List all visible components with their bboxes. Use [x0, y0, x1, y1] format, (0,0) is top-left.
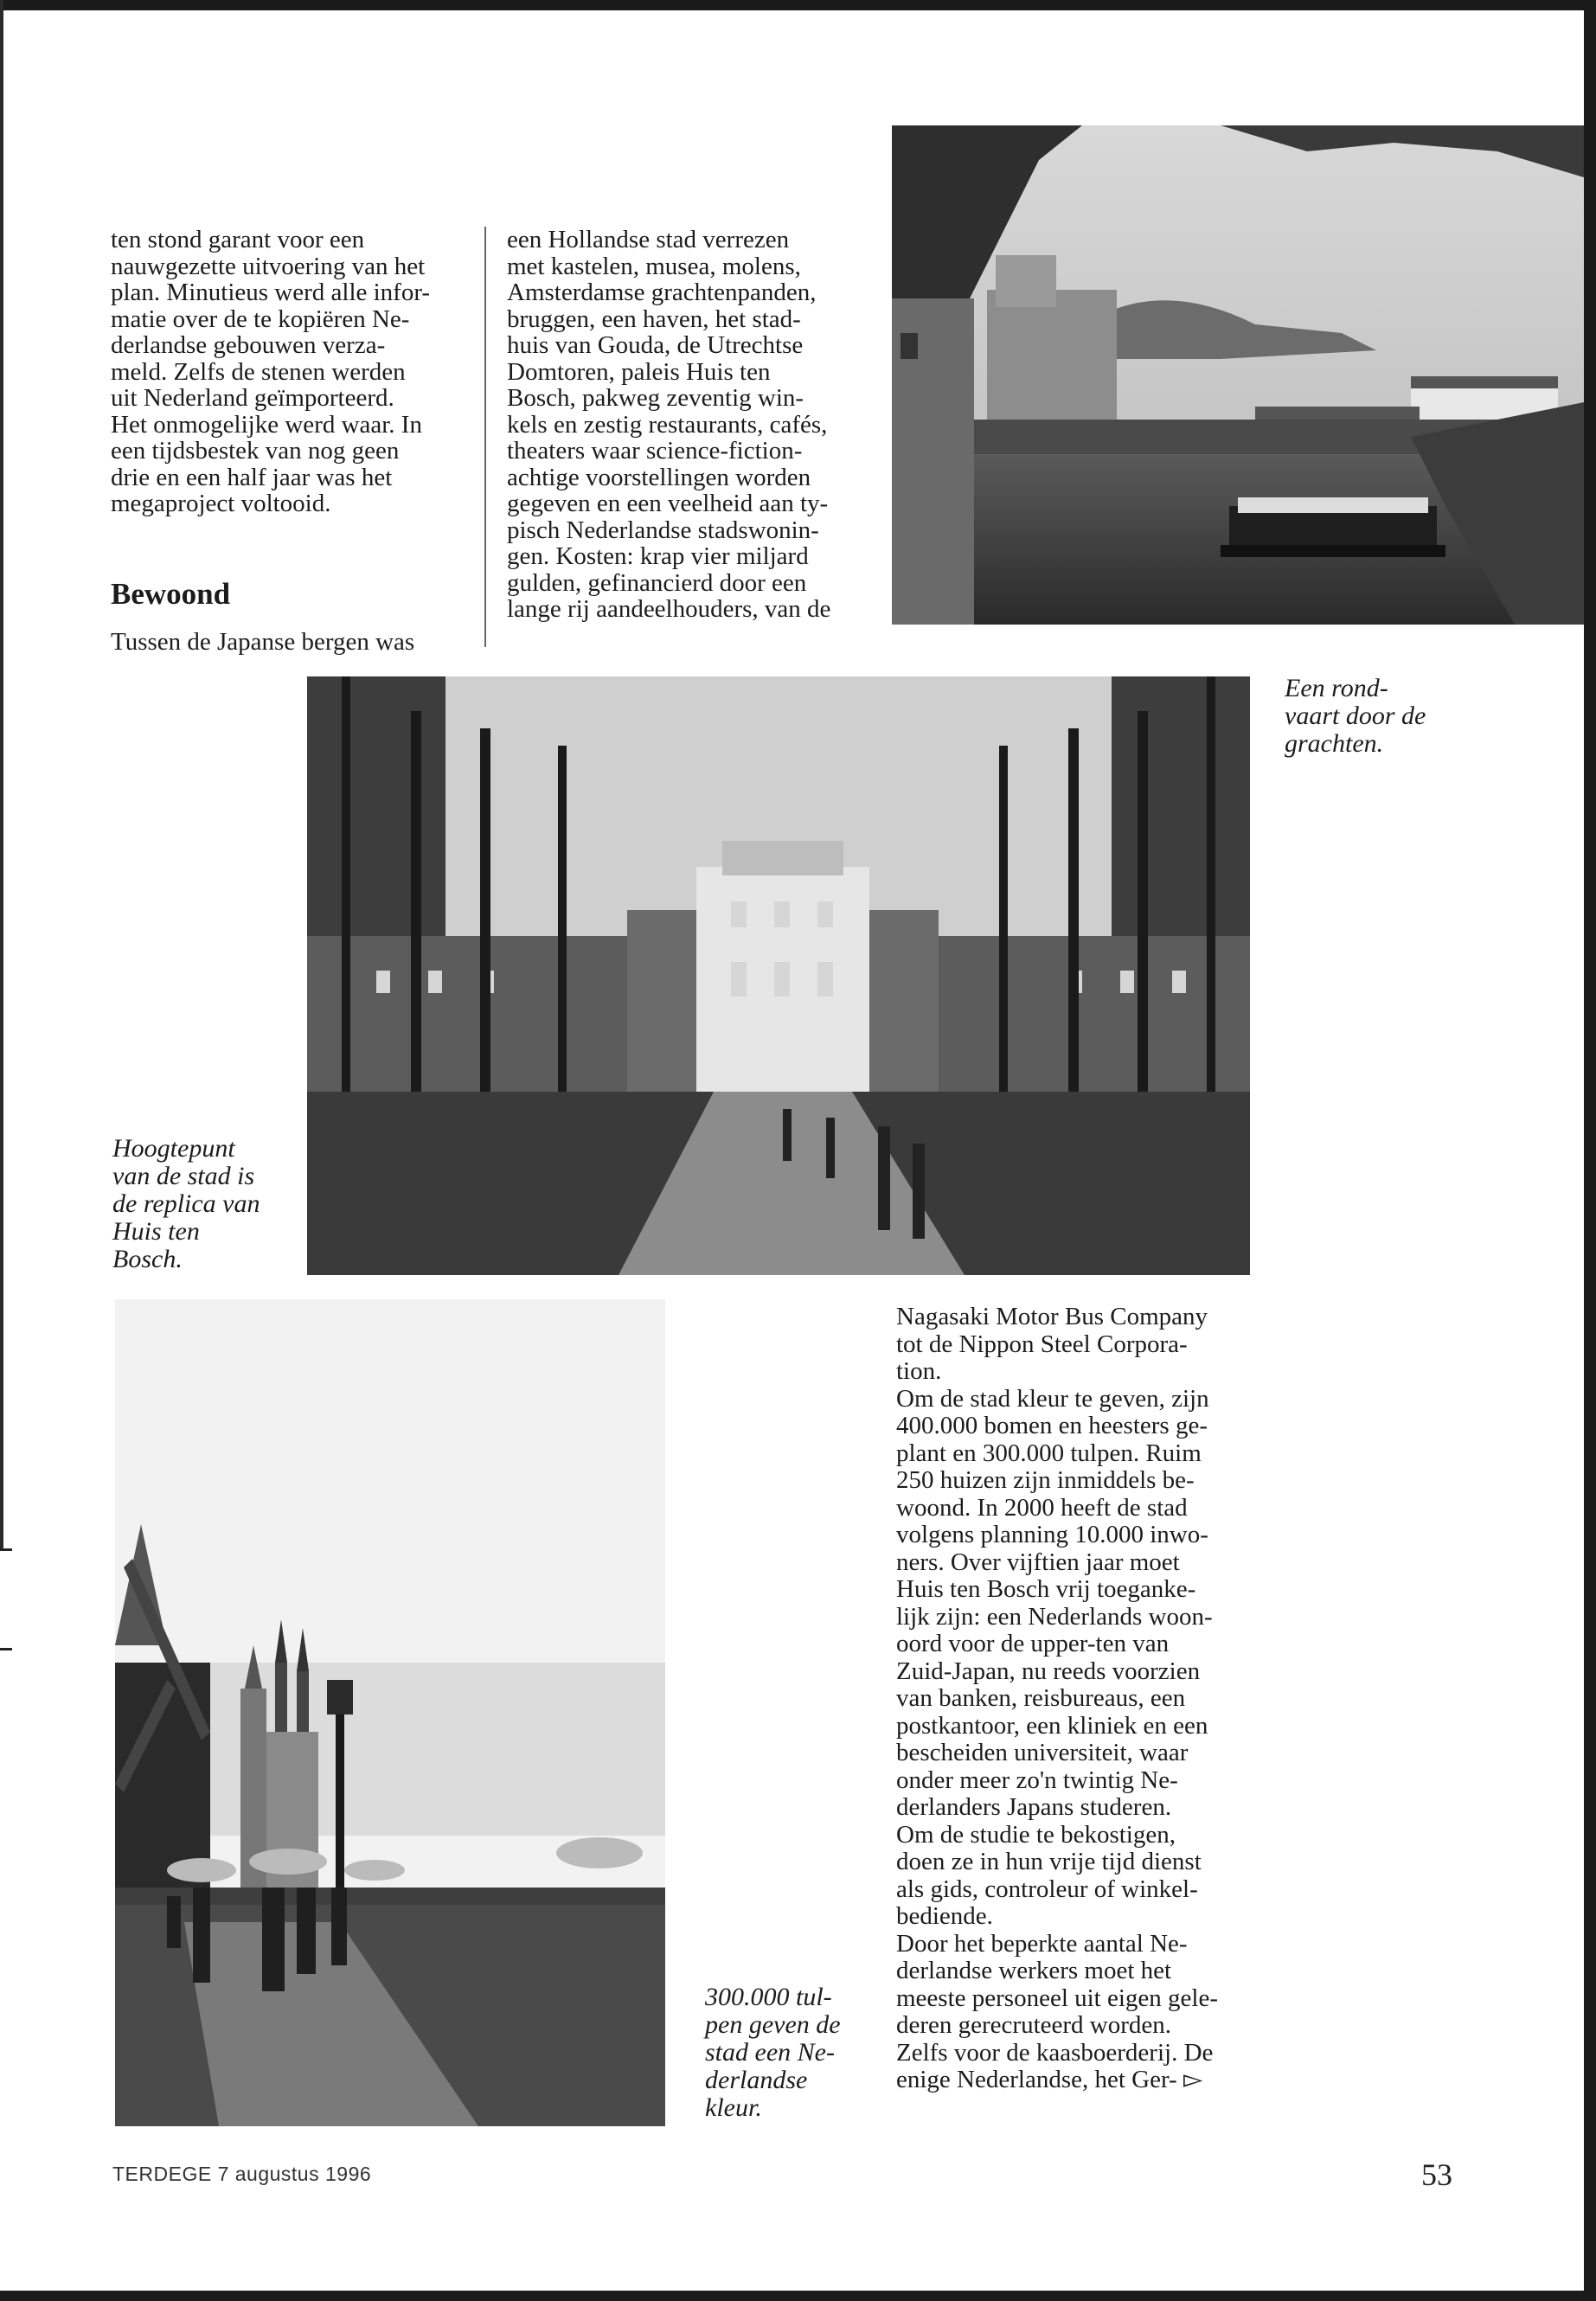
paragraph-line: megaproject voltooid. — [111, 490, 331, 517]
canal-caption — [1285, 675, 1458, 758]
paragraph-line: oord voor de upper-ten van — [896, 1630, 1170, 1657]
article-column-3 — [896, 1304, 1285, 2094]
caption-line: kleur. — [705, 2093, 762, 2122]
article-column-1-continued — [111, 629, 474, 656]
palace-caption — [112, 1135, 303, 1273]
paragraph-line: onder meer zo'n twintig Ne- — [896, 1766, 1178, 1794]
paragraph-line: uit Nederland geïmporteerd. — [111, 384, 394, 412]
paragraph-line: derlandse gebouwen verza- — [111, 331, 386, 359]
paragraph-line: 250 huizen zijn inmiddels be- — [896, 1466, 1195, 1494]
paragraph-line: bediende. — [896, 1902, 993, 1930]
article-column-2 — [507, 227, 888, 623]
paragraph-line: ners. Over vijftien jaar moet — [896, 1548, 1180, 1576]
paragraph-line: matie over de te kopiëren Ne- — [111, 304, 410, 333]
paragraph-line: woond. In 2000 heeft de stad — [896, 1493, 1188, 1522]
paragraph-line: Om de studie te bekostigen, — [896, 1820, 1176, 1849]
paragraph-line: tot de Nippon Steel Corpora- — [896, 1330, 1188, 1358]
caption-line: grachten. — [1285, 729, 1384, 758]
paragraph-line: Om de stad kleur te geven, zijn — [896, 1384, 1209, 1413]
paragraph-line: bruggen, een haven, het stad- — [507, 304, 801, 333]
paragraph-line: Huis ten Bosch vrij toeganke- — [896, 1575, 1196, 1603]
paragraph-line: pisch Nederlandse stadswonin- — [507, 516, 819, 544]
caption-line: Hoogtepunt — [112, 1134, 235, 1163]
paragraph-line: derlanders Japans studeren. — [896, 1793, 1172, 1821]
paragraph-line: meld. Zelfs de stenen werden — [111, 357, 406, 386]
paragraph-line: als gids, controleur of winkel- — [896, 1875, 1198, 1903]
caption-line: vaart door de — [1285, 702, 1426, 730]
caption-line: stad een Ne- — [705, 2038, 835, 2067]
paragraph-line: Zuid-Japan, nu reeds voorzien — [896, 1657, 1201, 1685]
caption-line: Een rond- — [1285, 674, 1388, 702]
paragraph-line: gegeven en een veelheid aan ty- — [507, 490, 829, 517]
article-column-1 — [111, 227, 474, 517]
column-divider — [484, 227, 486, 647]
paragraph-line: derlandse werkers moet het — [896, 1957, 1172, 1984]
paragraph-line: tion. — [896, 1357, 942, 1385]
paragraph-line: nauwgezette uitvoering van het — [111, 252, 426, 280]
paragraph-line: Door het beperkte aantal Ne- — [896, 1929, 1188, 1958]
caption-line: 300.000 tul- — [705, 1983, 832, 2011]
paragraph-line: plan. Minutieus werd alle infor- — [111, 279, 431, 306]
paragraph-line: gen. Kosten: krap vier miljard — [507, 542, 809, 570]
paragraph-line: theaters waar science-fiction- — [507, 437, 803, 465]
paragraph-line: met kastelen, musea, molens, — [507, 252, 801, 280]
paragraph-line: kels en zestig restaurants, cafés, — [507, 410, 828, 439]
paragraph-line: volgens planning 10.000 inwo- — [896, 1521, 1208, 1548]
page-number: 53 — [1421, 2157, 1452, 2192]
paragraph-line: postkantoor, een kliniek en een — [896, 1711, 1208, 1740]
caption-line: van de stad is — [112, 1162, 255, 1190]
canal-photo — [892, 125, 1584, 625]
caption-line: pen geven de — [705, 2010, 841, 2039]
paragraph-line: drie en een half jaar was het — [111, 463, 393, 491]
scan-tick — [0, 1648, 12, 1650]
palace-photo — [307, 676, 1250, 1275]
scan-edge — [0, 0, 3, 1548]
paragraph-line: lijk zijn: een Nederlands woon- — [896, 1602, 1213, 1631]
paragraph-line: van banken, reisbureaus, een — [896, 1684, 1186, 1712]
paragraph-line: Zelfs voor de kaasboerderij. De — [896, 2038, 1214, 2067]
paragraph-line: een tijdsbestek van nog geen — [111, 437, 400, 465]
paragraph-line: plant en 300.000 tulpen. Ruim — [896, 1439, 1202, 1467]
paragraph-line: deren gerecruteerd worden. — [896, 2011, 1172, 2039]
caption-line: de replica van — [112, 1189, 260, 1218]
paragraph-line: Het onmogelijke werd waar. In — [111, 410, 422, 439]
scan-tick — [0, 1548, 12, 1551]
tulips-caption — [705, 1984, 878, 2122]
caption-line: Huis ten — [112, 1217, 200, 1246]
paragraph-line: gulden, gefinancierd door een — [507, 568, 807, 597]
paragraph-line: Amsterdamse grachtenpanden, — [507, 279, 817, 306]
publication-footer: TERDEGE 7 augustus 1996 — [112, 2163, 372, 2185]
paragraph-line: meeste personeel uit eigen gele- — [896, 1984, 1219, 2012]
paragraph-line: lange rij aandeelhouders, van de — [507, 595, 831, 623]
paragraph-line: doen ze in hun vrije tijd dienst — [896, 1848, 1202, 1875]
paragraph-line: achtige voorstellingen worden — [507, 463, 811, 491]
paragraph-line: Bosch, pakweg zeventig win- — [507, 384, 804, 412]
paragraph-line: huis van Gouda, de Utrechtse — [507, 331, 804, 359]
caption-line: derlandse — [705, 2066, 808, 2094]
paragraph-line: enige Nederlandse, het Ger- ▻ — [896, 2066, 1203, 2093]
paragraph-line: Tussen de Japanse bergen was — [111, 628, 415, 656]
paragraph-line: Domtoren, paleis Huis ten — [507, 357, 771, 386]
paragraph-line: ten stond garant voor een — [111, 226, 365, 253]
caption-line: Bosch. — [112, 1245, 183, 1273]
section-heading: Bewoond — [111, 577, 231, 611]
paragraph-line: een Hollandse stad verrezen — [507, 226, 790, 253]
paragraph-line: bescheiden universiteit, waar — [896, 1739, 1189, 1766]
paragraph-line: Nagasaki Motor Bus Company — [896, 1303, 1208, 1330]
tulips-photo — [115, 1299, 665, 2126]
paragraph-line: 400.000 bomen en heesters ge- — [896, 1412, 1208, 1439]
